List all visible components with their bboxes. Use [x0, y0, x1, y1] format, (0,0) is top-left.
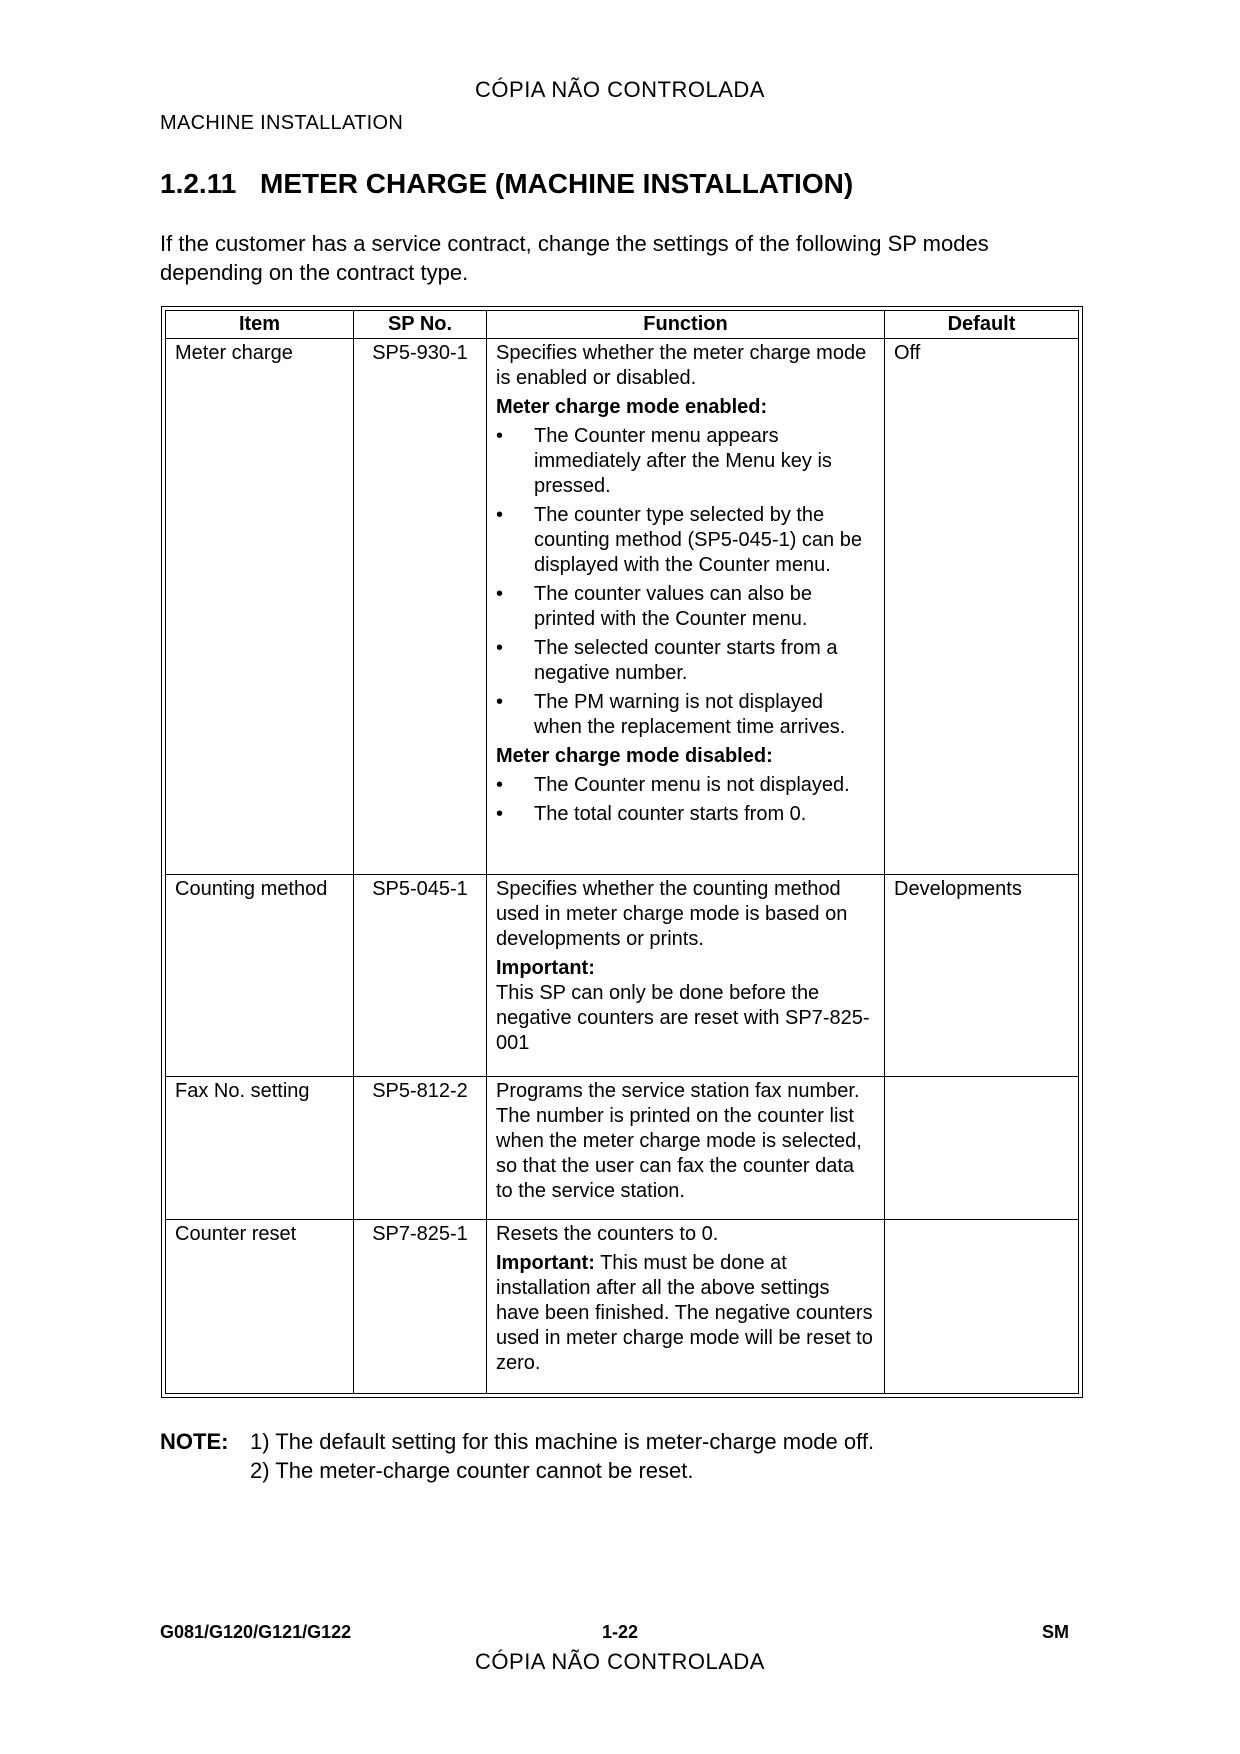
function-intro: Specifies whether the counting method used in meter charge mode is based on developments or prints.: [496, 878, 848, 951]
cell-function: [487, 875, 885, 1077]
table-row: [166, 875, 1079, 1077]
function-detail: The number is printed on the counter list when the meter charge mode is selected, so that the user can fax the counter data to the service station.: [496, 1104, 862, 1202]
cell-default: [885, 1219, 1079, 1393]
section-number: 1.2.11: [160, 168, 237, 199]
cell-item: Counter reset: [166, 1219, 354, 1393]
cell-sp-no: SP7-825-1: [354, 1219, 487, 1393]
important-label: Important:: [496, 1251, 595, 1274]
table-row: [166, 339, 1079, 875]
sp-settings-table: [165, 310, 1079, 1394]
header-sp-no: SP No.: [354, 311, 487, 339]
cell-sp-no: SP5-812-2: [354, 1076, 487, 1219]
cell-sp-no: SP5-930-1: [354, 339, 487, 875]
note-label: NOTE:: [160, 1429, 229, 1454]
cell-item: Meter charge: [166, 339, 354, 875]
list-item: • The Counter menu is not displayed.: [496, 773, 875, 798]
footer-page-number: 1-22: [601, 1622, 639, 1642]
cell-item: Fax No. setting: [166, 1076, 354, 1219]
cell-function: [487, 1219, 885, 1393]
section-title: METER CHARGE (MACHINE INSTALLATION): [260, 168, 854, 199]
footer-model-numbers: G081/G120/G121/G122: [160, 1622, 352, 1642]
important-text: This must be done at installation after all the above settings have been finished. The negative counters used in meter charge mode will be reset to zero.: [496, 1251, 873, 1374]
header-default: Default: [885, 311, 1079, 339]
note-block: [160, 1427, 874, 1485]
table-header-row: [166, 311, 1079, 339]
sp-settings-table-frame: [161, 306, 1083, 1398]
cell-default: [885, 1076, 1079, 1219]
function-intro: Specifies whether the meter charge mode is enabled or disabled.: [496, 342, 867, 389]
cell-sp-no: SP5-045-1: [354, 875, 487, 1077]
table-row: [166, 1076, 1079, 1219]
note-line: 1) The default setting for this machine is meter-charge mode off.: [250, 1429, 875, 1454]
running-header: MACHINE INSTALLATION: [160, 112, 404, 134]
cell-function: [487, 1076, 885, 1219]
bullet-list: [496, 424, 875, 740]
header-item: Item: [166, 311, 354, 339]
cell-function: [487, 339, 885, 875]
function-intro: Programs the service station fax number.: [496, 1079, 860, 1102]
list-item: • The PM warning is not displayed when the replacement time arrives.: [496, 690, 875, 740]
footer-manual-code: SM: [1042, 1622, 1069, 1642]
list-item: • The Counter menu appears immediately after the Menu key is pressed.: [496, 424, 875, 499]
watermark-bottom: CÓPIA NÃO CONTROLADA: [475, 1649, 765, 1674]
function-intro: Resets the counters to 0.: [496, 1222, 719, 1245]
list-item: • The counter values can also be printed with the Counter menu.: [496, 582, 875, 632]
important-label: Important:: [496, 957, 595, 980]
function-subheading: Meter charge mode enabled:: [496, 396, 768, 418]
list-item: • The total counter starts from 0.: [496, 802, 875, 827]
table-row: [166, 1219, 1079, 1393]
header-function: Function: [487, 311, 885, 339]
important-paragraph: [496, 1251, 875, 1376]
cell-item: Counting method: [166, 875, 354, 1077]
watermark-top: CÓPIA NÃO CONTROLADA: [475, 77, 765, 102]
cell-default: Off: [885, 339, 1079, 875]
function-subheading: Meter charge mode disabled:: [496, 745, 773, 767]
cell-default: Developments: [885, 875, 1079, 1077]
intro-paragraph: If the customer has a service contract, change the settings of the following SP modes depending on the contract type.: [160, 231, 989, 285]
note-line: 2) The meter-charge counter cannot be reset.: [250, 1458, 694, 1483]
section-heading: [160, 168, 853, 200]
list-item: • The selected counter starts from a negative number.: [496, 636, 875, 686]
important-text: This SP can only be done before the negative counters are reset with SP7-825-001: [496, 982, 870, 1055]
bullet-list: [496, 773, 875, 827]
list-item: • The counter type selected by the counting method (SP5-045-1) can be displayed with the Counter menu.: [496, 503, 875, 578]
